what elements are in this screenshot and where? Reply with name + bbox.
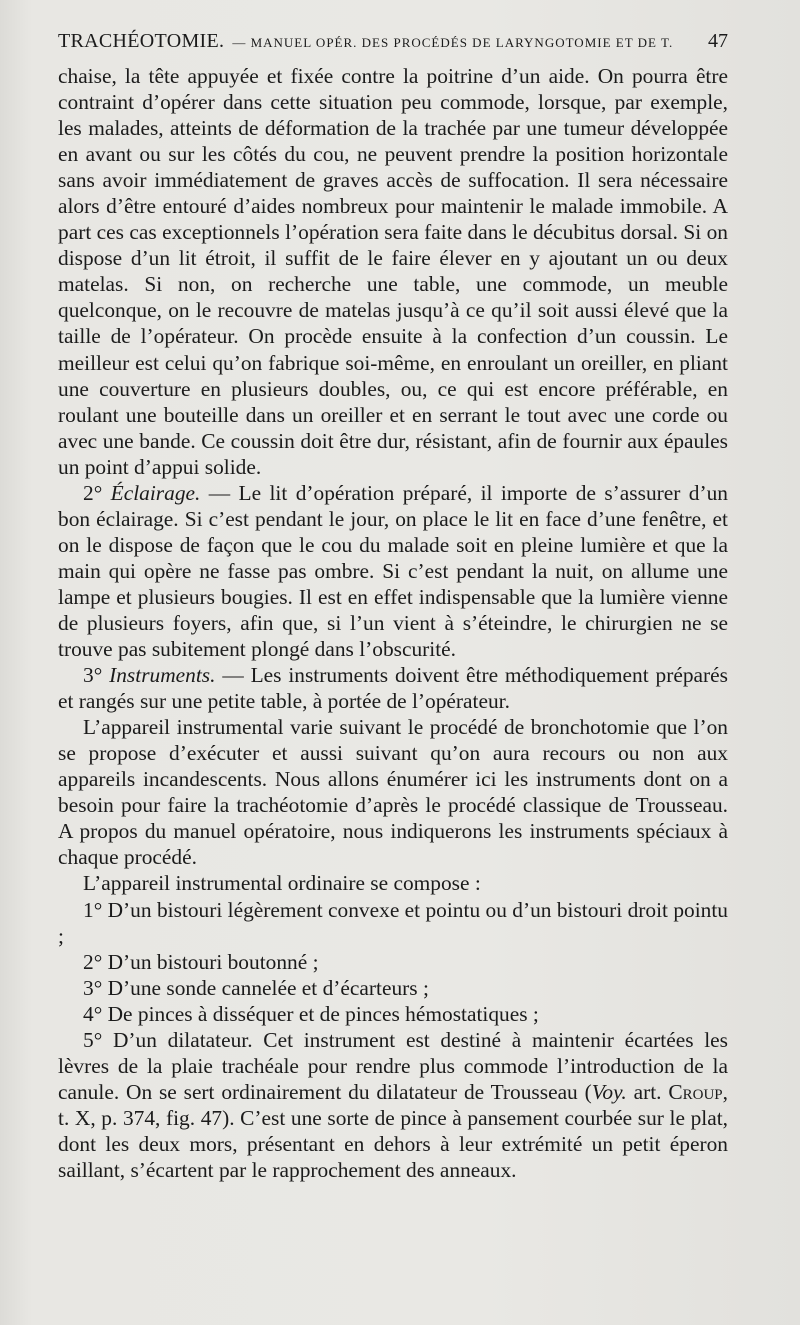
- croup-reference: Croup: [668, 1079, 723, 1104]
- list-item: 4° De pinces à disséquer et de pinces hémostatiques ;: [83, 1001, 539, 1026]
- section-title-eclairage: Éclairage.: [110, 480, 201, 505]
- paragraph-appareil: L’appareil instrumental varie suivant le procédé de bronchotomie que l’on se propose d’exécuter et aussi suivant qu’on aura recours ou non aux appareils incandescents. Nous allons énumérer ici les instruments dont on a besoin pour faire la trachéotomie d’après le procédé classique de Trousseau. A propos du manuel opératoire, nous indiquerons les instruments spéciaux à chaque procédé.: [58, 715, 728, 870]
- body-text: [58, 63, 728, 1183]
- header-subtitle: — MANUEL OPÉR. DES PROCÉDÉS DE LARYNGOTOMIE ET DE T.: [232, 35, 674, 50]
- voy-reference: Voy.: [591, 1079, 627, 1104]
- list-item: 3° D’une sonde cannelée et d’écarteurs ;: [83, 975, 429, 1000]
- dilatateur-text-b: art.: [626, 1079, 669, 1104]
- paragraph-instruments-text: — Les instruments doivent être méthodiquement préparés et rangés sur une petite table, à portée de l’opérateur.: [58, 663, 728, 714]
- running-header: [58, 30, 728, 53]
- list-item: 1° D’un bistouri légèrement convexe et pointu ou d’un bistouri droit pointu ;: [58, 897, 728, 948]
- paragraph-compose: L’appareil instrumental ordinaire se compose :: [83, 871, 481, 896]
- header-title: TRACHÉOTOMIE.: [58, 30, 225, 52]
- list-item-dilatateur: [58, 1027, 728, 1183]
- page-number: 47: [708, 30, 728, 52]
- section-number: 2°: [83, 480, 103, 505]
- section-title-instruments: Instruments.: [109, 663, 216, 688]
- list-item: 2° D’un bistouri boutonné ;: [83, 949, 319, 974]
- dilatateur-text-c: , t. X, p. 374, fig. 47). C’est une sorte de pince à pansement courbée sur le plat, dont les deux mors, présentant en dehors à leur extrémité un petit éperon saillant, s’écartent par le rapprochement des anneaux.: [58, 1079, 728, 1182]
- paragraph-eclairage: [58, 480, 728, 662]
- paragraph-continuation: chaise, la tête appuyée et fixée contre la poitrine d’un aide. On pourra être contraint d’opérer dans cette situation peu commode, lorsque, par exemple, les malades, atteints de déformation de la trachée par une tumeur développée en avant ou sur les côtés du cou, ne peuvent prendre la position horizontale sans avoir immédiatement de graves accès de suffocation. Il sera nécessaire alors d’être entouré d’aides nombreux pour maintenir le malade immobile. A part ces cas exceptionnels l’opération sera faite dans le décubitus dorsal. Si on dispose d’un lit étroit, il suffit de le faire élever en y ajoutant un ou deux matelas. Si non, on recherche une table, une commode, un meuble quelconque, on le recouvre de matelas jusqu’à ce qu’il soit aussi élevé que la taille de l’opérateur. On procède ensuite à la confection d’un coussin. Le meilleur est celui qu’on fabrique soi-même, en enroulant un oreiller, en pliant une couverture en plusieurs doubles, ou, ce qui est encore préférable, en roulant une bouteille dans un oreiller et en serrant le tout avec une corde ou avec une bande. Ce coussin doit être dur, résistant, afin de fournir aux épaules un point d’appui solide.: [58, 64, 728, 479]
- paragraph-eclairage-text: — Le lit d’opération préparé, il importe de s’assurer d’un bon éclairage. Si c’est pendant le jour, on place le lit en face d’une fenêtre, et on le dispose de façon que le cou du malade soit en pleine lumière et que la main qui opère ne fasse pas ombre. Si c’est pendant la nuit, on allume une lampe et plusieurs bougies. Il est en effet indispensable que la lumière vienne de plusieurs foyers, afin que, si l’un vient à s’éteindre, le chirurgien ne se trouve pas subitement plongé dans l’obscurité.: [58, 480, 728, 662]
- paragraph-instruments: [58, 662, 728, 714]
- section-number: 3°: [83, 663, 103, 688]
- dilatateur-text-a: 5° D’un dilatateur. Cet instrument est destiné à maintenir écartées les lèvres de la plaie trachéale pour rendre plus commode l’introduction de la canule. On se sert ordinairement du dilatateur de Trousseau (: [58, 1027, 728, 1104]
